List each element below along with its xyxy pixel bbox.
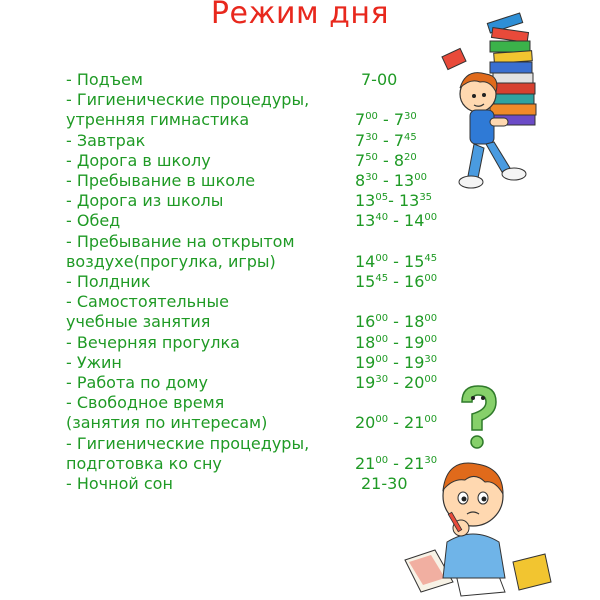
- time-minutes: 00: [375, 414, 389, 426]
- time-hours: - 7: [377, 130, 405, 150]
- time-minutes: 00: [375, 333, 389, 345]
- time-minutes: 40: [375, 212, 389, 224]
- time-hours: - 20: [388, 373, 425, 392]
- time-hours: 7-00: [361, 70, 398, 89]
- time-minutes: 30: [404, 111, 417, 123]
- time-hours: 20: [355, 413, 376, 433]
- time-hours: 18: [355, 332, 376, 352]
- activity-text: утренняя гимнастика: [66, 110, 250, 130]
- activity-text: - Дорога из школы: [66, 191, 224, 211]
- time-minutes: 30: [375, 374, 389, 385]
- time-minutes: 20: [404, 151, 417, 163]
- activity-text: - Свободное время: [66, 393, 225, 413]
- thinking-boy-illustration: [395, 450, 555, 600]
- time-hours: - 16: [388, 272, 425, 291]
- activity-text: воздухе(прогулка, игры): [66, 251, 276, 271]
- time-minutes: 00: [414, 172, 427, 183]
- time-range: [355, 373, 437, 396]
- time-minutes: 50: [365, 151, 378, 163]
- time-minutes: 00: [424, 333, 438, 345]
- time-minutes: 45: [404, 131, 417, 143]
- time-minutes: 30: [424, 353, 438, 365]
- activity-text: подготовка ко сну: [66, 453, 222, 473]
- time-minutes: 00: [375, 252, 389, 264]
- activity-text: - Пребывание в школе: [66, 171, 256, 190]
- activity-text: - Гигиенические процедуры,: [66, 90, 310, 110]
- activity-text: - Завтрак: [66, 130, 146, 150]
- activity-text: - Вечерняя прогулка: [66, 332, 240, 352]
- time-hours: 7: [355, 110, 366, 130]
- time-minutes: 30: [365, 131, 378, 143]
- boy-with-books-illustration: [430, 10, 555, 195]
- time-hours: - 21: [388, 453, 425, 473]
- time-hours: - 7: [377, 110, 405, 130]
- time-hours: 21: [355, 453, 376, 473]
- time-hours: 13: [355, 211, 376, 231]
- time-minutes: 00: [375, 313, 389, 325]
- time-hours: - 13: [377, 171, 415, 190]
- time-minutes: 00: [375, 353, 389, 365]
- activity-text: - Ночной сон: [66, 474, 173, 493]
- activity-text: - Дорога в школу: [66, 150, 211, 170]
- activity-text: - Полдник: [66, 272, 151, 291]
- time-minutes: 30: [424, 454, 438, 466]
- time-hours: - 8: [377, 150, 405, 170]
- time-hours: - 18: [388, 312, 425, 332]
- time-hours: - 15: [388, 251, 425, 271]
- activity-text: - Подъем: [66, 70, 143, 89]
- time-hours: - 19: [388, 352, 425, 372]
- time-minutes: 45: [424, 252, 438, 264]
- time-minutes: 30: [365, 172, 378, 183]
- time-range: [355, 211, 437, 234]
- time-hours: 21-30: [361, 474, 408, 493]
- time-hours: - 14: [388, 211, 425, 231]
- time-hours: 19: [355, 373, 376, 392]
- time-hours: - 21: [388, 413, 425, 433]
- activity-text: - Обед: [66, 211, 121, 231]
- time-hours: 13: [355, 191, 376, 211]
- time-hours: - 13: [388, 191, 420, 211]
- time-minutes: 00: [424, 414, 438, 426]
- time-hours: 14: [355, 251, 376, 271]
- page-title: Режим дня: [210, 0, 390, 31]
- time-minutes: 45: [375, 273, 389, 284]
- time-minutes: 35: [419, 192, 433, 204]
- time-minutes: 00: [424, 273, 438, 284]
- time-range: [355, 413, 437, 436]
- time-minutes: 00: [424, 313, 438, 325]
- activity-text: - Работа по дому: [66, 373, 208, 392]
- activity-text: - Самостоятельные: [66, 292, 229, 312]
- question-mark-illustration: [452, 382, 504, 452]
- time-hours: 7: [355, 130, 366, 150]
- time-minutes: 00: [424, 212, 438, 224]
- time-hours: 16: [355, 312, 376, 332]
- time-hours: 15: [355, 272, 376, 291]
- time-hours: 7: [355, 150, 366, 170]
- time-minutes: 00: [365, 111, 378, 123]
- time-range: [355, 272, 437, 295]
- time-hours: 19: [355, 352, 376, 372]
- activity-text: - Пребывание на открытом: [66, 231, 295, 251]
- activity-text: - Гигиенические процедуры,: [66, 433, 310, 453]
- activity-text: учебные занятия: [66, 312, 211, 332]
- activity-text: - Ужин: [66, 352, 122, 372]
- time-range: [361, 70, 397, 93]
- activity-text: (занятия по интересам): [66, 413, 268, 433]
- time-minutes: 05: [375, 192, 389, 204]
- time-hours: 8: [355, 171, 366, 190]
- time-minutes: 00: [375, 454, 389, 466]
- time-minutes: 00: [424, 374, 438, 385]
- time-hours: - 19: [388, 332, 425, 352]
